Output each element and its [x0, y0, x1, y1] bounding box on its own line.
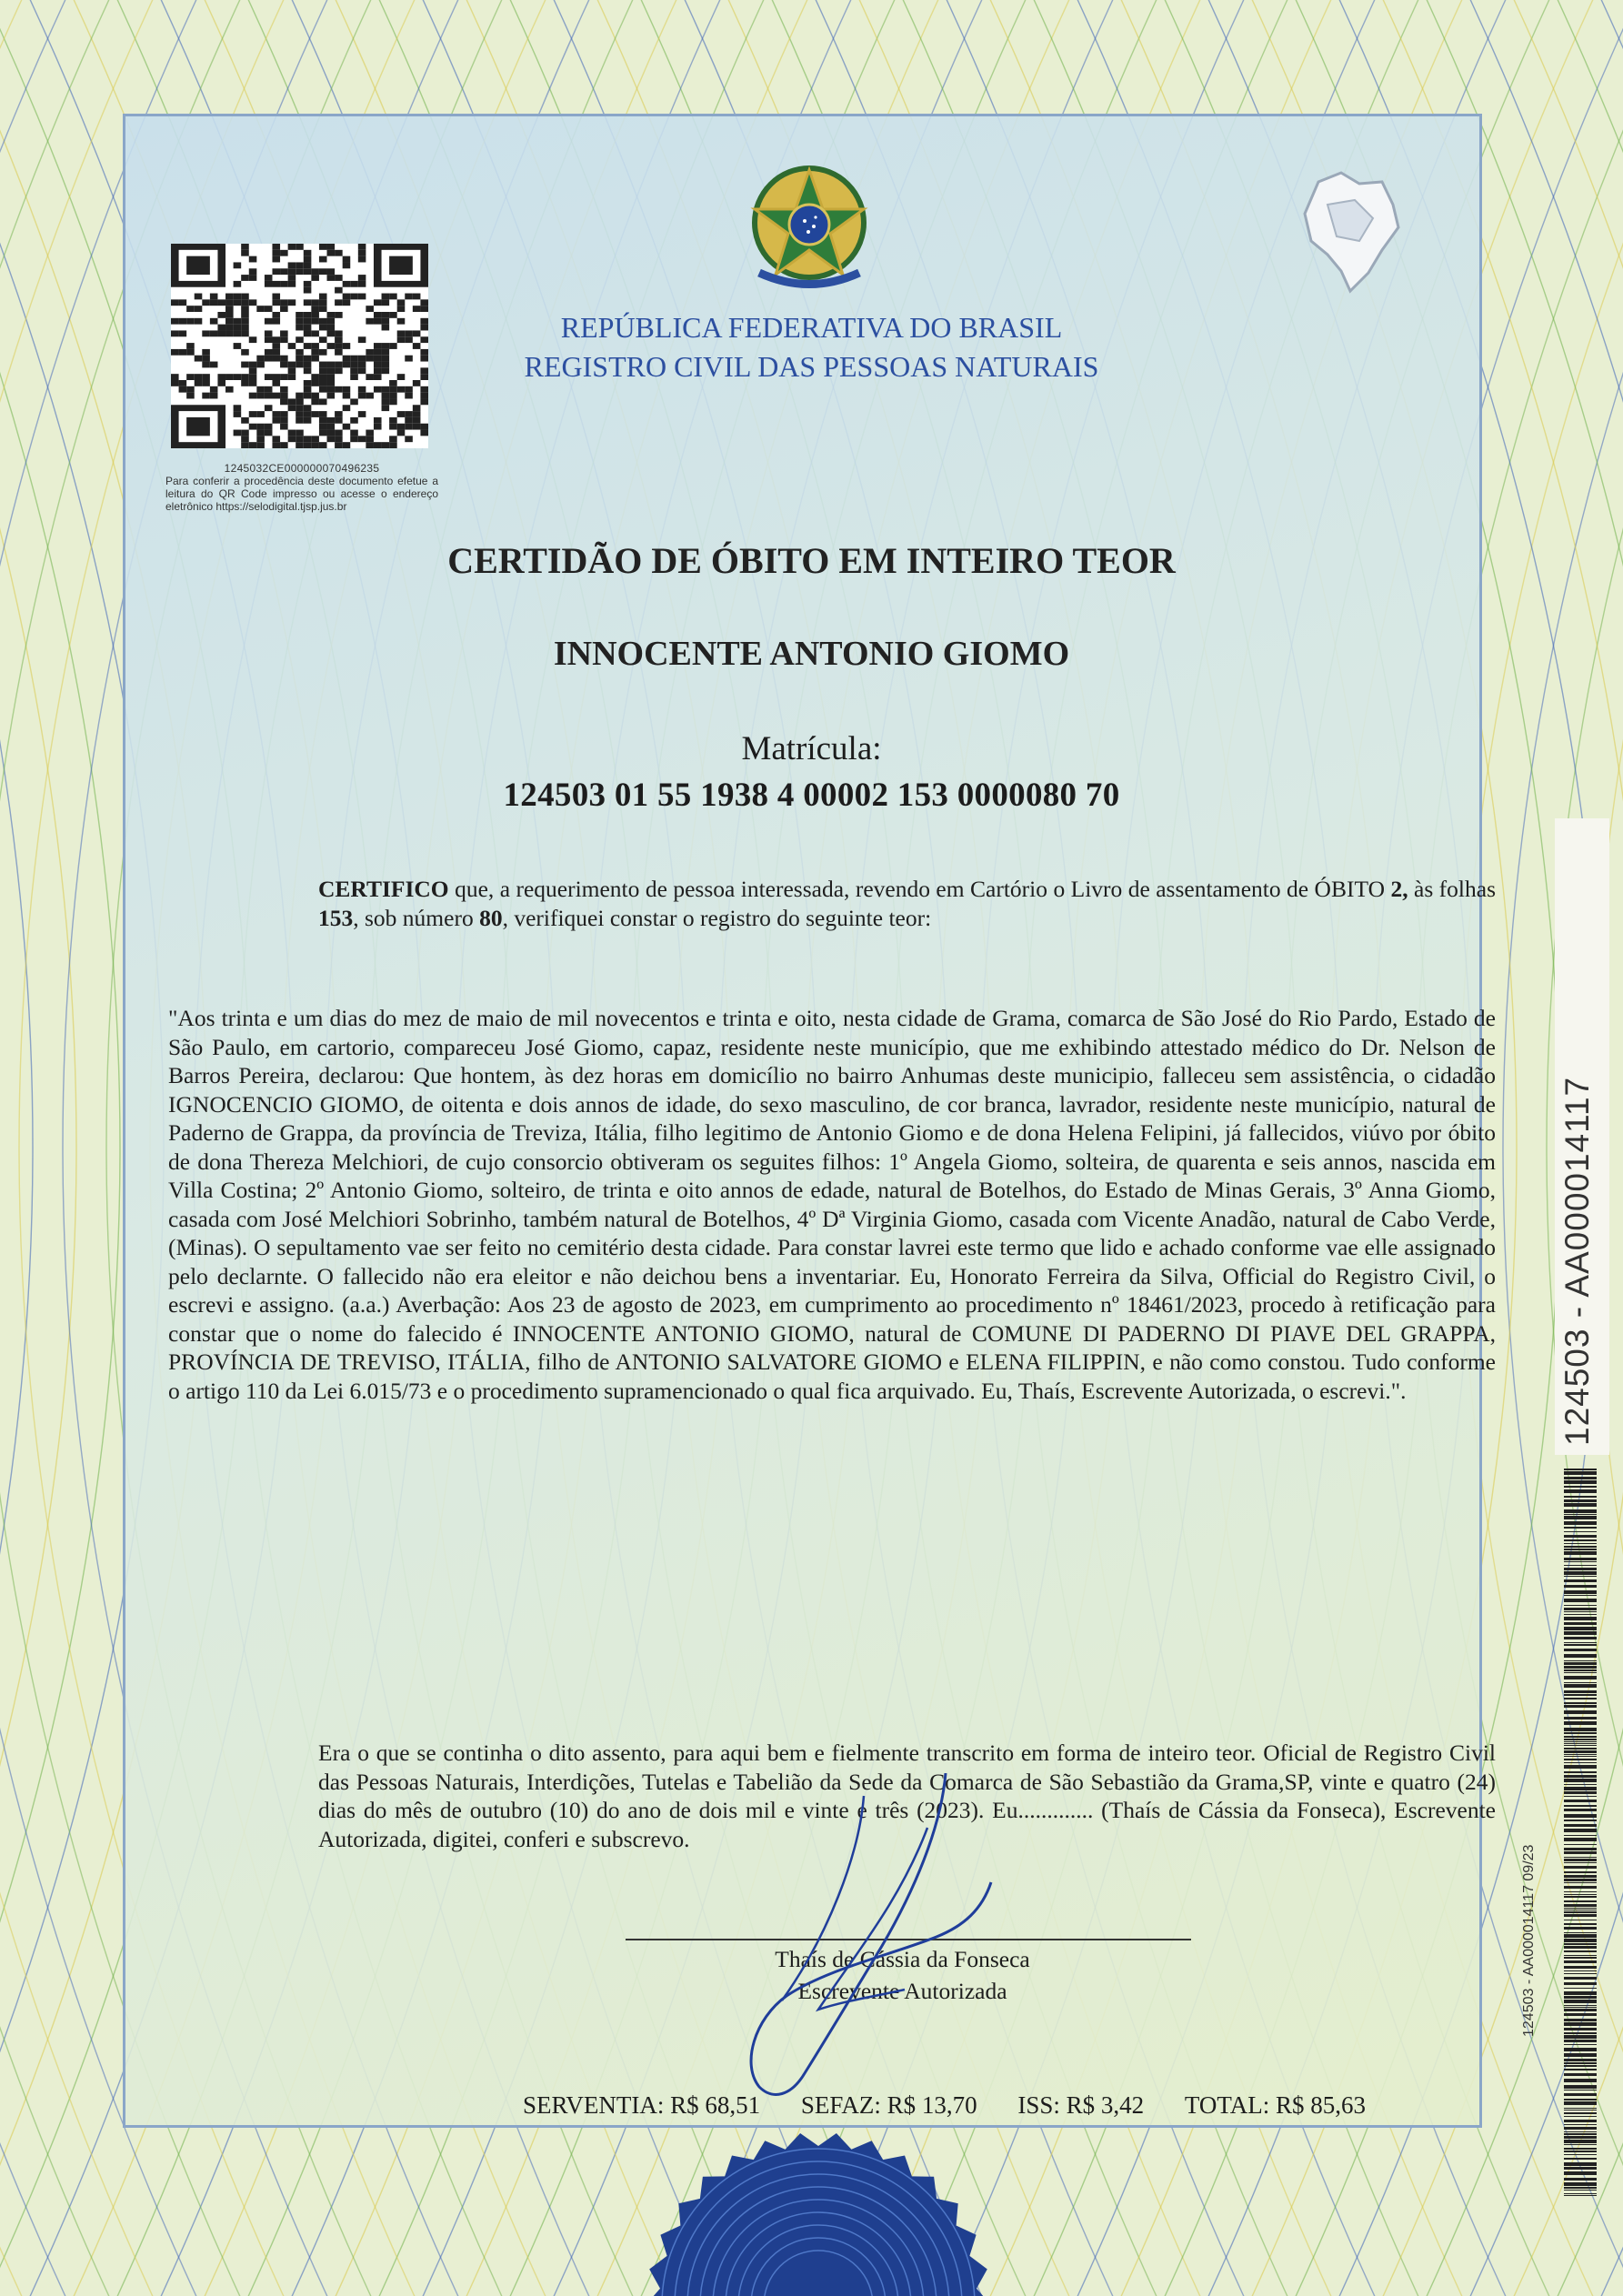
fee-serventia: SERVENTIA: R$ 68,51: [523, 2091, 761, 2119]
republic-heading: REPÚBLICA FEDERATIVA DO BRASIL: [560, 311, 1063, 344]
livro-number: 2,: [1390, 876, 1408, 902]
vertical-small-code: 124503 - AA000014117 09/23: [1521, 1844, 1537, 2037]
qr-code-icon[interactable]: [171, 244, 428, 448]
qr-caption: [165, 462, 438, 513]
qr-caption-text: Para conferir a procedência deste documento efetue a leitura do QR Code impresso ou acesse o endereço eletrônico https://selodigital.tjsp.jus.br: [165, 475, 438, 513]
registro-number: 80: [479, 904, 503, 931]
certifico-paragraph: CERTIFICO que, a requerimento de pessoa interessada, revendo em Cartório o Livro de assentamento de ÓBITO 2, às folhas 153, sob número 80, verifiquei constar o registro do seguinte teor:: [318, 876, 1497, 931]
transcription-paragraph: "Aos trinta e um dias do mez de maio de mil novecentos e trinta e oito, nesta cidade de Grama, comarca de São José do Rio Pardo, Estado de São Paulo, em cartorio, compareceu José Giomo, capaz, residente neste município, que me exhibindo attestado médico do Dr. Nelson de Barros Pereira, declarou: Que hontem, às dez horas em domicílio no bairro Anhumas deste municipio, falleceu sem assistência, o cidadão IGNOCENCIO GIOMO, de oitenta e dois annos de idade, do sexo masculino, de cor branca, lavrador, residente neste município, natural de Paderno de Grappa, da província de Treviza, Itália, filho legitimo de Antonio Giomo e de dona Helena Felipini, já fallecidos, viúvo por óbito de dona Thereza Melchiori, de cujo consorcio obtiveram os seguites filhos: 1º Angela Giomo, solteira, de quarenta e seis annos, nascida em Villa Costina; 2º Antonio Giomo, solteiro, de trinta e oito annos de edade, natural de Botelhos, do Estado de Minas Gerais, 3º Anna Giomo, casada com José Melchiori Sobrinho, também natural de Botelhos, 4º Dª Virginia Giomo, casada com Vicente Anadão, natural de Cabo Verde, (Minas). O sepultamento vae ser feito no cemitério desta cidade. Para constar lavrei este termo que lido e achado conforme vae elle assignado pelo declarnte. O fallecido não era eleitor e não deichou bens a inventariar. Eu, Honorato Ferreira da Silva, Official do Registro Civil, o escrevi e assigno. (a.a.) Averbação: Aos 23 de agosto de 2023, em cumprimento ao procedimento nº 18461/2023, procedo à retificação para constar que o nome do falecido é INNOCENTE ANTONIO GIOMO, natural de COMUNE DI PADERNO DI PIAVE DEL GRAPPA, PROVÍNCIA DE TREVISO, ITÁLIA, filho de ANTONIO SALVATORE GIOMO e ELENA FILIPPIN, e não como constou. Tudo conforme o artigo 110 da Lei 6.015/73 e o procedimento supramencionado o qual fica arquivado. Eu, Thaís, Escrevente Autorizada, o escrevi.".: [168, 1005, 1496, 1404]
brazil-map-hologram-icon: [1291, 164, 1409, 300]
folhas-number: 153: [318, 904, 354, 931]
qr-code-number: 1245032CE000000070496235: [224, 462, 380, 475]
matricula-label: Matrícula:: [741, 730, 882, 767]
vertical-document-code: 124503 - AA000014117: [1555, 818, 1609, 1455]
certifico-lead: CERTIFICO: [318, 876, 449, 902]
fee-sefaz: SEFAZ: R$ 13,70: [800, 2091, 977, 2119]
coat-of-arms-icon: [741, 159, 877, 296]
matricula-number: 124503 01 55 1938 4 00002 153 0000080 70: [503, 777, 1120, 814]
deceased-name: INNOCENTE ANTONIO GIOMO: [553, 635, 1070, 673]
fee-total: TOTAL: R$ 85,63: [1184, 2091, 1367, 2119]
signatory-role: Escrevente Autorizada: [797, 1978, 1007, 2004]
blue-seal-emblem: [627, 2132, 1009, 2296]
document-title: CERTIDÃO DE ÓBITO EM INTEIRO TEOR: [447, 540, 1176, 581]
fees-row: [523, 2091, 1505, 2120]
handwritten-signature: [718, 1773, 1027, 2119]
fee-iss: ISS: R$ 3,42: [1017, 2091, 1145, 2119]
closing-paragraph: Era o que se continha o dito assento, para aqui bem e fielmente transcrito em forma de inteiro teor. Oficial de Registro Civil das Pessoas Naturais, Interdições, Tutelas e Tabelião da Sede da Comarca de São Sebastião da Grama,SP, vinte e quatro (24) dias do mês de outubro (10) do ano de dois mil e vinte e três (2023). Eu............. (Thaís de Cássia da Fonseca), Escrevente Autorizada, digitei, conferi e subscrevo.: [318, 1740, 1496, 1852]
vertical-barcode: [1564, 1469, 1597, 2196]
registry-heading: REGISTRO CIVIL DAS PESSOAS NATURAIS: [524, 350, 1099, 383]
signatory-name: Thaís de Cássia da Fonseca: [775, 1946, 1030, 1972]
